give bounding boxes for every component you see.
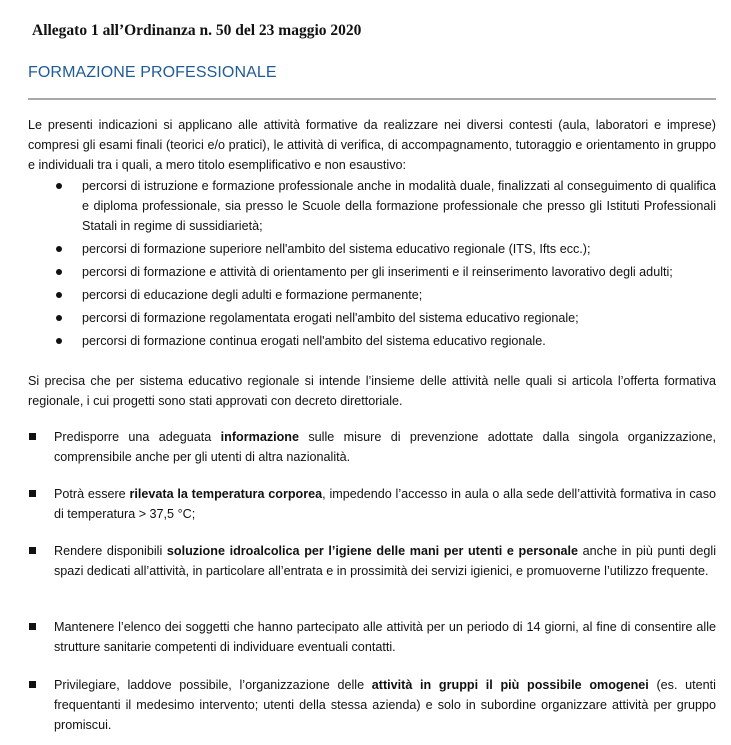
- list-item: [28, 285, 716, 305]
- activities-list: [28, 176, 716, 354]
- measure-item: [28, 675, 716, 735]
- square-bullet-icon: [29, 547, 36, 554]
- list-item: [28, 239, 716, 259]
- list-item-text: percorsi di formazione regolamentata erogati nell'ambito del sistema educativo regionale;: [82, 311, 579, 325]
- square-bullet-icon: [29, 681, 36, 688]
- measure-text-after: sulle misure di prevenzione adottate dalla singola organizzazione, comprensibile anche per gli utenti di altra nazionalità.: [54, 430, 717, 464]
- list-item-text: percorsi di istruzione e formazione professionale anche in modalità duale, finalizzati al conseguimento di qualifica e diploma professionale, sia presso le Scuole della formazione professionale che presso gli Istituti Professionali Statali in regime di sussidiarietà;: [82, 179, 716, 233]
- measure-item: [28, 617, 716, 657]
- square-bullet-icon: [29, 433, 36, 440]
- square-bullet-icon: [29, 623, 36, 630]
- measure-text-before: Privilegiare, laddove possibile, l’organizzazione delle: [54, 678, 372, 692]
- bullet-icon: [56, 315, 62, 321]
- bullet-icon: [56, 183, 62, 189]
- measure-item: [28, 541, 716, 581]
- measure-text-after: (es. utenti frequentanti il medesimo intervento; utenti della stessa azienda) e solo in subordine organizzare attività per gruppo promiscui.: [54, 678, 716, 732]
- measure-text-bold: attività in gruppi il più possibile omogenei: [371, 678, 649, 692]
- bullet-icon: [56, 269, 62, 275]
- measure-text-before: Rendere disponibili: [54, 544, 167, 558]
- list-item-text: percorsi di formazione e attività di orientamento per gli inserimenti e il reinserimento lavorativo degli adulti;: [82, 265, 673, 279]
- list-item: [28, 176, 716, 236]
- measure-text-after: anche in più punti degli spazi dedicati all’attività, in particolare all’entrata e in prossimità dei servizi igienici, e promuoverne l’utilizzo frequente.: [54, 544, 716, 578]
- definition-paragraph: Si precisa che per sistema educativo regionale si intende l’insieme delle attività nelle quali si articola l’offerta formativa regionale, i cui progetti sono stati approvati con decreto direttoriale.: [28, 374, 716, 408]
- title-divider: [28, 98, 716, 100]
- bullet-icon: [56, 292, 62, 298]
- measure-text-bold: rilevata la temperatura corporea: [129, 487, 323, 501]
- list-item: [28, 331, 716, 351]
- list-item-text: percorsi di formazione superiore nell'ambito del sistema educativo regionale (ITS, Ifts ecc.);: [82, 242, 591, 256]
- measure-text-bold: informazione: [220, 430, 300, 444]
- document-header: Allegato 1 all’Ordinanza n. 50 del 23 maggio 2020: [32, 22, 362, 39]
- measure-text-before: Predisporre una adeguata: [54, 430, 221, 444]
- measure-text-before: Potrà essere: [54, 487, 130, 501]
- measure-item: [28, 427, 716, 467]
- section-title: FORMAZIONE PROFESSIONALE: [28, 64, 277, 81]
- list-item-text: percorsi di educazione degli adulti e formazione permanente;: [82, 288, 423, 302]
- list-item: [28, 262, 716, 282]
- measure-text-bold: soluzione idroalcolica per l’igiene delle mani per utenti e personale: [166, 544, 579, 558]
- bullet-icon: [56, 246, 62, 252]
- measure-item: [28, 484, 716, 524]
- measure-text-before: Mantenere l’elenco dei soggetti che hanno partecipato alle attività per un periodo di 14 giorni, al fine di consentire alle strutture sanitarie competenti di individuare eventuali contatti.: [54, 620, 716, 654]
- square-bullet-icon: [29, 490, 36, 497]
- measure-text-after: , impedendo l’accesso in aula o alla sede dell’attività formativa in caso di temperatura > 37,5 °C;: [54, 487, 716, 521]
- intro-paragraph: Le presenti indicazioni si applicano alle attività formative da realizzare nei diversi contesti (aula, laboratori e imprese) compresi gli esami finali (teorici e/o pratici), le attività di verifica, di accompagnamento, tutoraggio e orientamento in gruppo e individuali tra i quali, a mero titolo esemplificativo e non esaustivo:: [28, 118, 716, 172]
- bullet-icon: [56, 338, 62, 344]
- list-item: [28, 308, 716, 328]
- list-item-text: percorsi di formazione continua erogati nell'ambito del sistema educativo regionale.: [82, 334, 546, 348]
